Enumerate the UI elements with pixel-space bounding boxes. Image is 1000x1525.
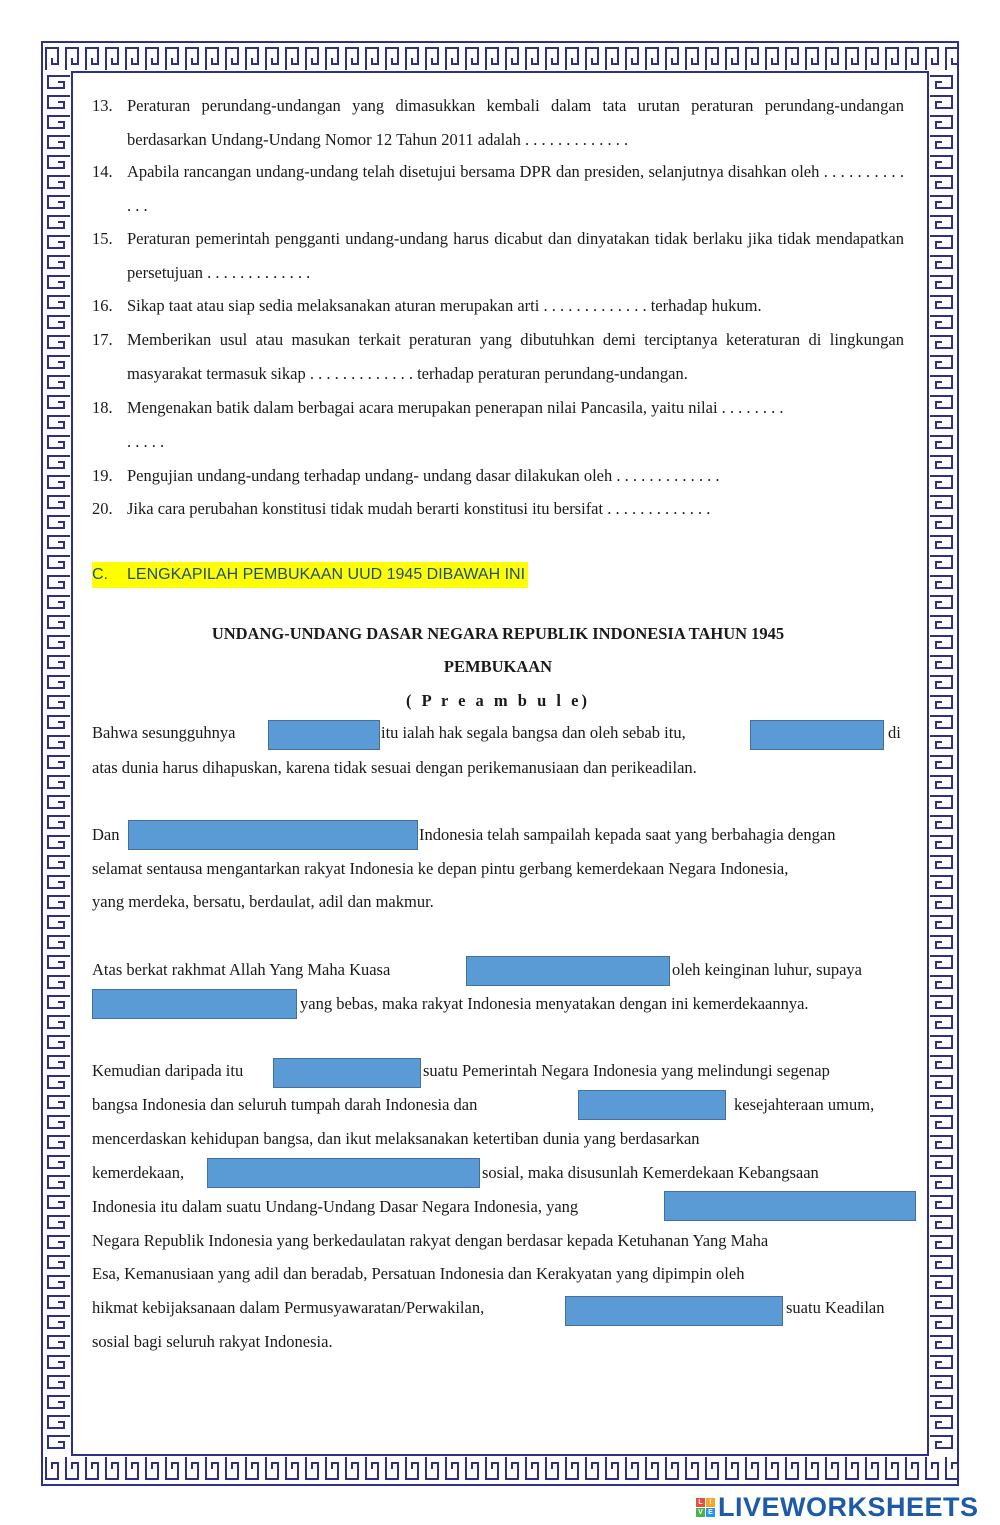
answer-blank-1[interactable] xyxy=(268,720,380,750)
answer-blank-5[interactable] xyxy=(92,989,297,1019)
answer-blank-4[interactable] xyxy=(466,956,670,986)
question-19 xyxy=(92,459,904,493)
text-line: hikmat kebijaksanaan dalam Permusyawaratan/Perwakilan, xyxy=(92,1298,485,1317)
question-text: Sikap taat atau siap sedia melaksanakan aturan merupakan arti . . . . . . . . . . . . . terhadap hukum. xyxy=(127,296,762,315)
question-14 xyxy=(92,155,904,223)
text-line: suatu Pemerintah Negara Indonesia yang melindungi segenap xyxy=(423,1061,830,1080)
question-text: Jika cara perubahan konstitusi tidak mudah berarti konstitusi itu bersifat . . . . . . . . . . . . . xyxy=(127,499,711,518)
text-line: atas dunia harus dihapuskan, karena tidak sesuai dengan perikemanusiaan dan perikeadilan. xyxy=(92,758,697,777)
question-text: Memberikan usul atau masukan terkait peraturan yang dibutuhkan demi terciptanya keteraturan di lingkungan masyarakat termasuk sikap . . . . . . . . . . . . . terhadap peraturan perundang-undangan. xyxy=(127,330,904,383)
text-line: yang merdeka, bersatu, berdaulat, adil dan makmur. xyxy=(92,892,434,911)
question-number: 19. xyxy=(92,466,113,485)
document-subtitle: PEMBUKAAN xyxy=(443,657,553,676)
logo-badge-letter: L xyxy=(696,1498,705,1507)
question-number: 15. xyxy=(92,229,113,248)
text-line: kesejahteraan umum, xyxy=(734,1095,875,1114)
answer-blank-3[interactable] xyxy=(128,820,418,850)
logo-badge-icon xyxy=(696,1498,715,1517)
section-letter: C. xyxy=(92,566,108,583)
question-18 xyxy=(92,391,904,459)
question-number: 20. xyxy=(92,499,113,518)
text-line: sosial, maka disusunlah Kemerdekaan Kebangsaan xyxy=(482,1163,819,1182)
answer-blank-7[interactable] xyxy=(578,1090,726,1120)
section-c-heading xyxy=(92,562,528,588)
question-number: 16. xyxy=(92,296,113,315)
question-number: 18. xyxy=(92,398,113,417)
question-16 xyxy=(92,289,904,323)
section-title: LENGKAPILAH PEMBUKAAN UUD 1945 DIBAWAH INI xyxy=(127,566,526,583)
question-20 xyxy=(92,492,904,526)
text-line: Esa, Kemanusiaan yang adil dan beradab, Persatuan Indonesia dan Kerakyatan yang dipimpin oleh xyxy=(92,1264,745,1283)
answer-blank-9[interactable] xyxy=(664,1191,916,1221)
text-line: Negara Republik Indonesia yang berkedaulatan rakyat dengan berdasar kepada Ketuhanan Yang Maha xyxy=(92,1231,769,1250)
logo-text: LIVEWORKSHEETS xyxy=(718,1491,979,1522)
question-number: 14. xyxy=(92,162,113,181)
text-line: suatu Keadilan xyxy=(786,1298,885,1317)
text-line: Kemudian daripada itu xyxy=(92,1061,244,1080)
text-line: Atas berkat rakhmat Allah Yang Maha Kuasa xyxy=(92,960,391,979)
logo-badge-letter: V xyxy=(696,1508,705,1517)
answer-blank-6[interactable] xyxy=(273,1058,421,1088)
text-line: selamat sentausa mengantarkan rakyat Indonesia ke depan pintu gerbang kemerdekaan Negara Indonesia, xyxy=(92,859,789,878)
question-number: 17. xyxy=(92,330,113,349)
text-line: yang bebas, maka rakyat Indonesia menyatakan dengan ini kemerdekaannya. xyxy=(300,994,809,1013)
question-17 xyxy=(92,323,904,391)
border-top-pattern xyxy=(46,48,958,70)
text-line: Bahwa sesungguhnya xyxy=(92,723,236,742)
preamble-label: ( P r e a m b u l e) xyxy=(406,691,590,710)
question-text-continuation: . . . . . xyxy=(127,432,165,451)
text-line: sosial bagi seluruh rakyat Indonesia. xyxy=(92,1332,333,1351)
question-text: Peraturan perundang-undangan yang dimasukkan kembali dalam tata urutan peraturan perundang-undangan berdasarkan Undang-Undang Nomor 12 Tahun 2011 adalah . . . . . . . . . . . . . xyxy=(127,96,904,149)
document-title: UNDANG-UNDANG DASAR NEGARA REPUBLIK INDONESIA TAHUN 1945 xyxy=(211,624,785,643)
answer-blank-2[interactable] xyxy=(750,720,884,750)
question-text: Pengujian undang-undang terhadap undang- undang dasar dilakukan oleh . . . . . . . . . . . . . xyxy=(127,466,720,485)
text-line: Indonesia telah sampailah kepada saat yang berbahagia dengan xyxy=(419,825,836,844)
question-text: Peraturan pemerintah pengganti undang-undang harus dicabut dan dinyatakan tidak berlaku jika tidak mendapatkan persetujuan . . . . . . . . . . . . . xyxy=(127,229,904,282)
liveworksheets-logo xyxy=(696,1492,979,1522)
text-line: itu ialah hak segala bangsa dan oleh sebab itu, xyxy=(381,723,686,742)
border-left-pattern xyxy=(48,76,70,1448)
question-number: 13. xyxy=(92,96,113,115)
text-line: oleh keinginan luhur, supaya xyxy=(672,960,862,979)
text-line: di xyxy=(888,723,901,742)
logo-badge-letter: E xyxy=(706,1508,715,1517)
question-15 xyxy=(92,222,904,290)
question-text: Apabila rancangan undang-undang telah disetujui bersama DPR dan presiden, selanjutnya disahkan oleh . . . . . . . . . . . . . xyxy=(127,162,904,215)
question-text-wrap xyxy=(127,391,904,459)
text-line: kemerdekaan, xyxy=(92,1163,185,1182)
answer-blank-8[interactable] xyxy=(207,1158,480,1188)
question-text: Mengenakan batik dalam berbagai acara merupakan penerapan nilai Pancasila, yaitu nilai . . . . . . . . xyxy=(127,398,784,417)
text-line: Dan xyxy=(92,825,120,844)
logo-badge-letter: I xyxy=(706,1498,715,1507)
text-line: mencerdaskan kehidupan bangsa, dan ikut melaksanakan ketertiban dunia yang berdasarkan xyxy=(92,1129,700,1148)
border-bottom-pattern xyxy=(46,1457,958,1479)
text-line: bangsa Indonesia dan seluruh tumpah darah Indonesia dan xyxy=(92,1095,478,1114)
border-right-pattern xyxy=(930,76,952,1448)
text-line: Indonesia itu dalam suatu Undang-Undang Dasar Negara Indonesia, yang xyxy=(92,1197,579,1216)
answer-blank-10[interactable] xyxy=(565,1296,783,1326)
question-13 xyxy=(92,89,904,157)
